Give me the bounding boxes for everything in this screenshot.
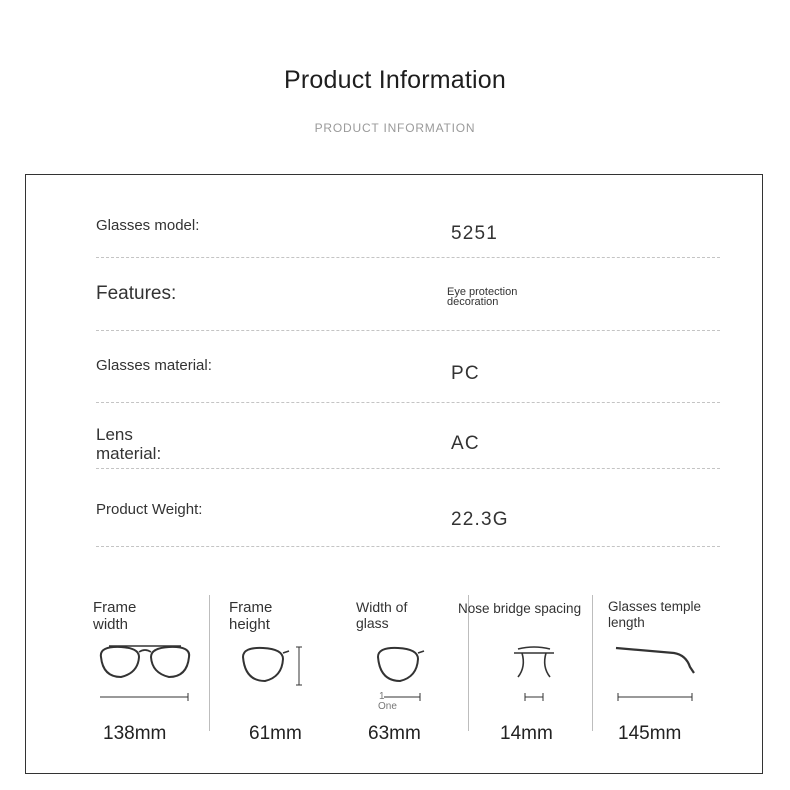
row-divider — [96, 257, 720, 258]
spec-value: 138mm — [103, 723, 167, 744]
spec-lens-width — [356, 593, 466, 753]
spec-value: 14mm — [500, 723, 553, 744]
page-title: Product Information — [284, 66, 506, 94]
spec-label: Frame height — [229, 599, 273, 633]
detail-label: Product Weight: — [96, 501, 203, 518]
detail-value: Eye protection decoration — [447, 286, 518, 308]
row-divider — [96, 546, 720, 547]
dimension-specs — [26, 593, 762, 753]
spec-nose-bridge — [458, 593, 598, 753]
detail-value: AC — [451, 433, 480, 454]
spec-label: Frame width — [93, 599, 137, 633]
spec-frame-height — [229, 593, 344, 753]
lens-width-note-text: One — [378, 701, 397, 712]
detail-label: Features: — [96, 283, 177, 304]
frame-height-icon — [241, 645, 321, 705]
spec-value: 61mm — [249, 723, 302, 744]
detail-label: Lens material: — [96, 425, 162, 463]
page-subtitle: PRODUCT INFORMATION — [314, 121, 476, 135]
detail-label: Glasses material: — [96, 357, 212, 374]
detail-label: Glasses model: — [96, 217, 200, 234]
row-divider — [96, 468, 720, 469]
nose-bridge-icon — [498, 645, 578, 715]
frame-width-icon — [95, 639, 195, 709]
spec-frame-width — [93, 593, 208, 753]
temple-icon — [614, 645, 714, 715]
lens-width-note-number: 1 — [379, 691, 385, 702]
product-info-panel — [25, 174, 763, 774]
spec-label: Glasses temple length — [608, 599, 702, 630]
detail-value: PC — [451, 363, 480, 384]
row-divider — [96, 402, 720, 403]
detail-value: 22.3G — [451, 509, 509, 530]
spec-value: 63mm — [368, 723, 421, 744]
row-divider — [96, 330, 720, 331]
spec-separator — [209, 595, 210, 731]
spec-value: 145mm — [618, 723, 682, 744]
spec-label: Width of glass — [356, 599, 408, 631]
spec-label: Nose bridge spacing — [458, 601, 582, 616]
detail-value: 5251 — [451, 223, 499, 244]
spec-temple-length — [608, 593, 718, 753]
spec-separator — [592, 595, 593, 731]
